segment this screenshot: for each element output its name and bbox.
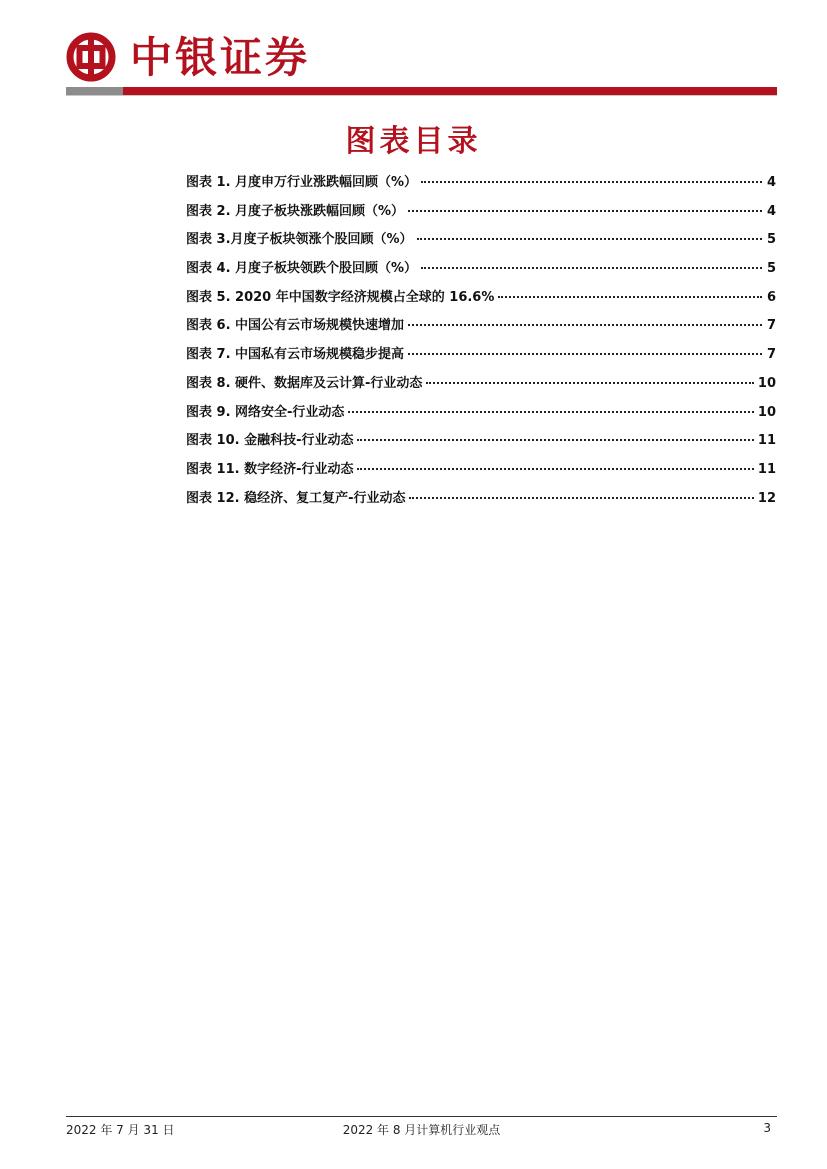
toc-entry[interactable] (186, 200, 776, 229)
toc-entry[interactable] (186, 487, 776, 516)
toc-entry[interactable] (186, 257, 776, 286)
toc-entry-page: 11 (757, 461, 776, 477)
toc-dot-leader (409, 496, 753, 499)
toc-entry-page: 4 (766, 203, 776, 219)
footer-date: 2022 年 7 月 31 日 (66, 1123, 175, 1137)
toc-entry-page: 6 (766, 289, 776, 305)
toc-entry-page: 12 (757, 490, 776, 506)
page-footer (66, 1121, 777, 1139)
toc-dot-leader (408, 209, 762, 212)
footer-report-title: 2022 年 8 月计算机行业观点 (342, 1123, 501, 1137)
toc-entry-label: 图表 10. 金融科技-行业动态 (186, 433, 354, 449)
toc-entry[interactable] (186, 401, 776, 430)
toc-dot-leader (421, 266, 762, 269)
toc-entry-label: 图表 7. 中国私有云市场规模稳步提高 (186, 347, 405, 363)
toc-dot-leader (348, 410, 753, 413)
toc-entry-label: 图表 12. 稳经济、复工复产-行业动态 (186, 490, 406, 506)
toc-entry-label: 图表 4. 月度子板块领跌个股回顾（%） (186, 261, 418, 277)
toc-dot-leader (498, 295, 762, 298)
toc-entry-page: 4 (766, 175, 776, 190)
header-rule-red (123, 87, 777, 95)
toc-entry-label: 图表 6. 中国公有云市场规模快速增加 (186, 318, 405, 334)
toc-entry-page: 7 (766, 347, 776, 363)
toc-entry-page: 5 (766, 261, 776, 277)
toc-title: 图表目录 (345, 124, 482, 159)
toc-dot-leader (408, 352, 762, 355)
toc-entry-page: 10 (757, 404, 776, 420)
toc-entry[interactable] (186, 286, 776, 315)
toc-entry[interactable] (186, 458, 776, 487)
header-rule-gray (66, 87, 123, 95)
toc-entry-page: 10 (757, 375, 776, 391)
toc-entry-label: 图表 3.月度子板块领涨个股回顾（%） (186, 232, 413, 248)
toc-entry-label: 图表 8. 硬件、数据库及云计算-行业动态 (186, 375, 423, 391)
toc-entry[interactable] (186, 171, 776, 200)
toc-dot-leader (357, 467, 753, 470)
toc-entry[interactable] (186, 429, 776, 458)
toc-dot-leader (421, 180, 762, 183)
toc-entry[interactable] (186, 343, 776, 372)
table-of-figures (186, 171, 776, 515)
toc-entry[interactable] (186, 372, 776, 401)
toc-entry-page: 7 (766, 318, 776, 334)
header-rule-underline (66, 95, 777, 96)
toc-entry[interactable] (186, 314, 776, 343)
toc-entry-label: 图表 1. 月度申万行业涨跌幅回顾（%） (186, 175, 418, 190)
brand-name: 中银证券 (130, 33, 311, 82)
bank-of-china-logo-icon (66, 32, 116, 82)
toc-entry-page: 11 (757, 433, 776, 449)
toc-entry-label: 图表 9. 网络安全-行业动态 (186, 404, 345, 420)
toc-dot-leader (408, 323, 762, 326)
toc-dot-leader (417, 237, 762, 240)
toc-entry-label: 图表 11. 数字经济-行业动态 (186, 461, 354, 477)
toc-entry-label: 图表 2. 月度子板块涨跌幅回顾（%） (186, 203, 405, 219)
toc-entry[interactable] (186, 228, 776, 257)
toc-entry-page: 5 (766, 232, 776, 248)
footer-rule (66, 1116, 777, 1117)
toc-dot-leader (357, 438, 753, 441)
toc-entry-label: 图表 5. 2020 年中国数字经济规模占全球的 16.6% (186, 289, 495, 305)
footer-page-number: 3 (763, 1121, 771, 1135)
toc-dot-leader (426, 381, 753, 384)
